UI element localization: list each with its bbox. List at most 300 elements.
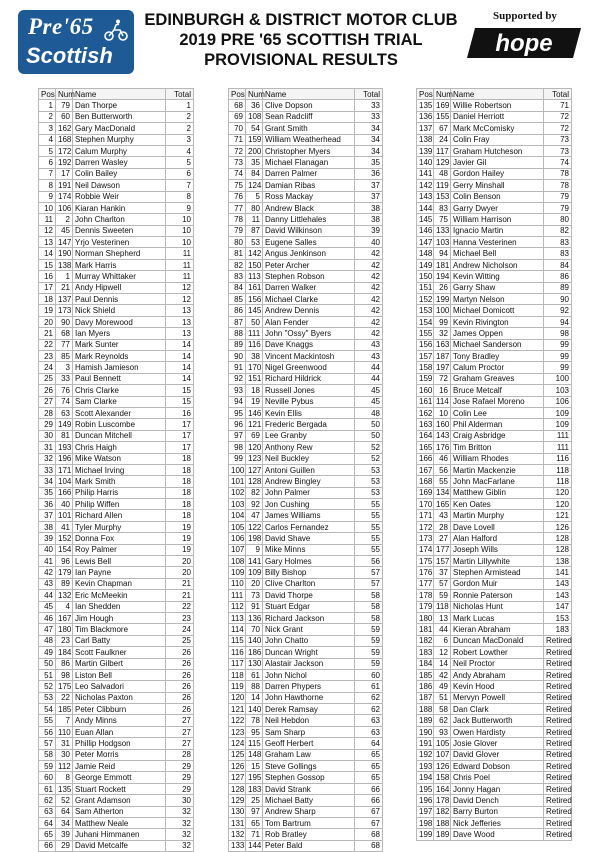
result-row	[229, 168, 383, 179]
result-row	[39, 123, 194, 134]
result-rider-name: Jim Hough	[73, 612, 166, 623]
result-row	[39, 567, 194, 578]
result-pos: 78	[229, 214, 246, 225]
result-num: 118	[434, 601, 451, 612]
result-pos: 57	[39, 738, 56, 749]
result-pos: 88	[229, 328, 246, 339]
result-total: Retired	[544, 806, 572, 817]
result-num: 85	[56, 350, 73, 361]
result-row	[417, 635, 572, 646]
result-total: 64	[355, 738, 383, 749]
result-pos: 60	[39, 772, 56, 783]
result-num: 104	[56, 476, 73, 487]
result-pos: 107	[229, 544, 246, 555]
result-num: 27	[434, 533, 451, 544]
result-row	[229, 248, 383, 259]
result-row	[417, 601, 572, 612]
header-total: Total	[544, 89, 572, 100]
result-pos: 111	[229, 590, 246, 601]
result-pos: 38	[39, 521, 56, 532]
result-total: 58	[355, 612, 383, 623]
result-num: 110	[56, 726, 73, 737]
result-pos: 176	[417, 567, 434, 578]
result-num: 163	[434, 339, 451, 350]
result-num: 97	[246, 806, 263, 817]
result-rider-name: Dan Thorpe	[73, 100, 166, 111]
result-num: 92	[246, 499, 263, 510]
result-pos: 186	[417, 681, 434, 692]
result-row	[229, 738, 383, 749]
result-total: 27	[166, 726, 194, 737]
result-total: 43	[355, 339, 383, 350]
result-rider-name: Scott Alexander	[73, 407, 166, 418]
result-num: 101	[56, 510, 73, 521]
result-rider-name: Michael Irving	[73, 464, 166, 475]
result-rider-name: Colin Bailey	[73, 168, 166, 179]
result-pos: 117	[229, 658, 246, 669]
result-row	[229, 202, 383, 213]
results-body-1	[39, 100, 194, 852]
result-rider-name: Martyn Nelson	[451, 294, 544, 305]
result-pos: 5	[39, 145, 56, 156]
result-num: 98	[56, 669, 73, 680]
result-row	[39, 305, 194, 316]
result-total: 62	[355, 692, 383, 703]
result-pos: 95	[229, 407, 246, 418]
result-row	[229, 704, 383, 715]
result-total: 26	[166, 658, 194, 669]
result-row	[39, 442, 194, 453]
result-num: 140	[246, 635, 263, 646]
result-pos: 154	[417, 316, 434, 327]
result-pos: 29	[39, 419, 56, 430]
result-rider-name: Ian Shedden	[73, 601, 166, 612]
result-rider-name: Kiaran Hankin	[73, 202, 166, 213]
result-pos: 100	[229, 464, 246, 475]
result-total: 111	[544, 442, 572, 453]
result-total: 37	[355, 191, 383, 202]
result-rider-name: Leo Salvadori	[73, 681, 166, 692]
result-rider-name: Michael Batty	[263, 795, 355, 806]
result-pos: 86	[229, 305, 246, 316]
result-total: 89	[544, 282, 572, 293]
result-total: Retired	[544, 761, 572, 772]
result-num: 164	[434, 783, 451, 794]
result-rider-name: Billy Bishop	[263, 567, 355, 578]
result-row	[39, 157, 194, 168]
result-pos: 102	[229, 487, 246, 498]
result-num: 93	[434, 726, 451, 737]
result-total: 18	[166, 499, 194, 510]
result-row	[417, 134, 572, 145]
result-num: 153	[434, 191, 451, 202]
result-num: 134	[434, 487, 451, 498]
result-total: 100	[544, 373, 572, 384]
result-pos: 146	[417, 225, 434, 236]
result-num: 7	[56, 715, 73, 726]
result-num: 135	[56, 783, 73, 794]
result-pos: 55	[39, 715, 56, 726]
result-row	[417, 761, 572, 772]
result-num: 26	[434, 282, 451, 293]
result-num: 91	[246, 601, 263, 612]
result-total: 18	[166, 510, 194, 521]
result-pos: 116	[229, 647, 246, 658]
result-pos: 58	[39, 749, 56, 760]
result-pos: 94	[229, 396, 246, 407]
result-total: 58	[355, 590, 383, 601]
result-row	[229, 453, 383, 464]
result-total: 42	[355, 282, 383, 293]
result-num: 3	[56, 362, 73, 373]
result-row	[229, 669, 383, 680]
result-num: 114	[434, 396, 451, 407]
result-pos: 99	[229, 453, 246, 464]
result-num: 36	[246, 100, 263, 111]
header-name: Name	[451, 89, 544, 100]
result-pos: 124	[229, 738, 246, 749]
result-num: 90	[56, 316, 73, 327]
result-rider-name: Kieran Abraham	[451, 624, 544, 635]
result-pos: 112	[229, 601, 246, 612]
result-pos: 66	[39, 840, 56, 851]
result-total: 55	[355, 544, 383, 555]
result-num: 199	[434, 294, 451, 305]
result-num: 115	[246, 738, 263, 749]
result-rider-name: Phil Alderman	[451, 419, 544, 430]
result-num: 63	[56, 407, 73, 418]
result-total: 62	[355, 704, 383, 715]
result-rider-name: Mike Watson	[73, 453, 166, 464]
result-num: 89	[56, 578, 73, 589]
result-pos: 51	[39, 669, 56, 680]
result-total: 44	[355, 373, 383, 384]
result-rider-name: Gordon Muir	[451, 578, 544, 589]
result-row	[229, 100, 383, 111]
result-pos: 114	[229, 624, 246, 635]
result-num: 18	[246, 385, 263, 396]
result-num: 28	[434, 521, 451, 532]
result-rider-name: Stephen Armistead	[451, 567, 544, 578]
result-num: 195	[246, 772, 263, 783]
result-pos: 74	[229, 168, 246, 179]
result-row	[417, 373, 572, 384]
result-num: 185	[56, 704, 73, 715]
result-row	[229, 123, 383, 134]
result-num: 21	[56, 282, 73, 293]
result-rider-name: Vincent Mackintosh	[263, 350, 355, 361]
result-num: 148	[246, 749, 263, 760]
result-total: 35	[355, 157, 383, 168]
result-rider-name: Dave Knaggs	[263, 339, 355, 350]
result-rider-name: Josie Glover	[451, 738, 544, 749]
result-pos: 28	[39, 407, 56, 418]
result-pos: 15	[39, 259, 56, 270]
result-rider-name: Andrew Nicholson	[451, 259, 544, 270]
result-row	[417, 556, 572, 567]
result-row	[417, 624, 572, 635]
result-num: 145	[246, 305, 263, 316]
result-rider-name: Clive Charlton	[263, 578, 355, 589]
result-num: 100	[434, 305, 451, 316]
result-total: 10	[166, 237, 194, 248]
result-rider-name: Kevin Ellis	[263, 407, 355, 418]
result-row	[39, 362, 194, 373]
header-total: Total	[166, 89, 194, 100]
result-rider-name: David Dench	[451, 795, 544, 806]
result-total: Retired	[544, 772, 572, 783]
result-row	[229, 783, 383, 794]
result-rider-name: Nick Jefferies	[451, 818, 544, 829]
result-pos: 3	[39, 123, 56, 134]
result-pos: 34	[39, 476, 56, 487]
result-pos: 54	[39, 704, 56, 715]
result-num: 73	[246, 590, 263, 601]
result-num: 123	[246, 453, 263, 464]
result-row	[229, 715, 383, 726]
result-pos: 162	[417, 407, 434, 418]
result-pos: 110	[229, 578, 246, 589]
result-total: 50	[355, 430, 383, 441]
result-rider-name: Owen Hardisty	[451, 726, 544, 737]
result-num: 143	[434, 430, 451, 441]
results-table-2	[228, 88, 383, 852]
result-num: 179	[56, 567, 73, 578]
result-num: 151	[246, 373, 263, 384]
result-row	[39, 191, 194, 202]
result-total: 53	[355, 487, 383, 498]
result-pos: 63	[39, 806, 56, 817]
result-num: 111	[246, 328, 263, 339]
result-rider-name: Eugene Salles	[263, 237, 355, 248]
result-num: 124	[246, 180, 263, 191]
result-total: 141	[544, 567, 572, 578]
result-rider-name: Clive Dopson	[263, 100, 355, 111]
result-pos: 140	[417, 157, 434, 168]
result-row	[229, 214, 383, 225]
result-row	[39, 521, 194, 532]
result-rider-name: Neil Dawson	[73, 180, 166, 191]
result-total: 66	[355, 783, 383, 794]
result-total: 79	[544, 191, 572, 202]
result-pos: 128	[229, 783, 246, 794]
result-row	[39, 111, 194, 122]
result-rider-name: Tony Bradley	[451, 350, 544, 361]
result-total: 19	[166, 544, 194, 555]
result-num: 159	[246, 134, 263, 145]
header-total: Total	[355, 89, 383, 100]
result-rider-name: Willie Robertson	[451, 100, 544, 111]
result-pos: 30	[39, 430, 56, 441]
result-num: 86	[56, 658, 73, 669]
result-rider-name: Sean Radcliff	[263, 111, 355, 122]
result-pos: 131	[229, 818, 246, 829]
result-row	[417, 669, 572, 680]
result-num: 34	[56, 818, 73, 829]
result-rider-name: Duncan Wright	[263, 647, 355, 658]
result-rider-name: Paul Dennis	[73, 294, 166, 305]
result-row	[417, 111, 572, 122]
result-row	[39, 419, 194, 430]
result-rider-name: William Weatherhead	[263, 134, 355, 145]
result-pos: 152	[417, 294, 434, 305]
result-total: 7	[166, 180, 194, 191]
result-total: 17	[166, 419, 194, 430]
result-total: Retired	[544, 818, 572, 829]
result-rider-name: Gary MacDonald	[73, 123, 166, 134]
result-num: 154	[56, 544, 73, 555]
result-total: Retired	[544, 647, 572, 658]
result-rider-name: Dave Lovell	[451, 521, 544, 532]
result-pos: 127	[229, 772, 246, 783]
result-total: 15	[166, 385, 194, 396]
result-pos: 97	[229, 430, 246, 441]
result-total: 27	[166, 715, 194, 726]
result-rider-name: Darren Palmer	[263, 168, 355, 179]
result-total: 14	[166, 362, 194, 373]
result-row	[417, 453, 572, 464]
result-num: 29	[56, 840, 73, 851]
result-pos: 148	[417, 248, 434, 259]
result-row	[417, 772, 572, 783]
result-rider-name: John MacFarlane	[451, 476, 544, 487]
result-rider-name: Yrjo Vesterinen	[73, 237, 166, 248]
result-row	[229, 157, 383, 168]
result-row	[39, 407, 194, 418]
result-row	[417, 282, 572, 293]
result-total: 42	[355, 259, 383, 270]
motorcycle-rider-icon	[104, 18, 128, 42]
result-row	[39, 282, 194, 293]
result-pos: 4	[39, 134, 56, 145]
result-rider-name: Sam Clarke	[73, 396, 166, 407]
result-total: 21	[166, 590, 194, 601]
result-total: 83	[544, 248, 572, 259]
result-pos: 45	[39, 601, 56, 612]
result-total: Retired	[544, 829, 572, 840]
results-table-1	[38, 88, 194, 852]
result-total: 34	[355, 134, 383, 145]
result-rider-name: Grant Smith	[263, 123, 355, 134]
result-num: 94	[434, 248, 451, 259]
result-num: 42	[434, 669, 451, 680]
result-num: 8	[56, 772, 73, 783]
result-pos: 137	[417, 123, 434, 134]
result-rider-name: Damian Ribas	[263, 180, 355, 191]
result-row	[39, 624, 194, 635]
result-row	[39, 453, 194, 464]
result-total: Retired	[544, 635, 572, 646]
result-pos: 189	[417, 715, 434, 726]
result-total: 67	[355, 806, 383, 817]
result-rider-name: Nicholas Paxton	[73, 692, 166, 703]
result-pos: 49	[39, 647, 56, 658]
result-total: 57	[355, 578, 383, 589]
result-pos: 11	[39, 214, 56, 225]
result-rider-name: Steve Gollings	[263, 761, 355, 772]
result-num: 156	[246, 294, 263, 305]
result-total: 55	[355, 533, 383, 544]
header-pos: Pos	[229, 89, 246, 100]
result-row	[229, 396, 383, 407]
result-pos: 175	[417, 556, 434, 567]
result-rider-name: David Thorpe	[263, 590, 355, 601]
result-pos: 108	[229, 556, 246, 567]
result-row	[417, 339, 572, 350]
result-row	[39, 316, 194, 327]
result-pos: 68	[229, 100, 246, 111]
result-num: 44	[434, 624, 451, 635]
result-row	[229, 749, 383, 760]
result-rider-name: Neil Hebdon	[263, 715, 355, 726]
result-total: 90	[544, 294, 572, 305]
result-total: 32	[166, 818, 194, 829]
result-row	[417, 430, 572, 441]
result-row	[229, 658, 383, 669]
result-rider-name: Richard Allen	[73, 510, 166, 521]
result-pos: 166	[417, 453, 434, 464]
result-num: 108	[246, 111, 263, 122]
result-rider-name: Tyler Murphy	[73, 521, 166, 532]
result-rider-name: Phillip Hodgson	[73, 738, 166, 749]
result-total: 42	[355, 305, 383, 316]
result-num: 64	[56, 806, 73, 817]
result-rider-name: Calum Murphy	[73, 145, 166, 156]
result-pos: 84	[229, 282, 246, 293]
result-rider-name: Tim Blackmore	[73, 624, 166, 635]
result-rider-name: Russell Jones	[263, 385, 355, 396]
result-num: 116	[246, 339, 263, 350]
result-row	[417, 487, 572, 498]
result-total: 29	[166, 761, 194, 772]
result-total: 153	[544, 612, 572, 623]
result-row	[229, 350, 383, 361]
result-rider-name: Kevin Chapman	[73, 578, 166, 589]
result-rider-name: Ian Myers	[73, 328, 166, 339]
result-pos: 22	[39, 339, 56, 350]
result-pos: 2	[39, 111, 56, 122]
result-num: 188	[434, 818, 451, 829]
result-pos: 168	[417, 476, 434, 487]
result-pos: 163	[417, 419, 434, 430]
result-rider-name: James Oppen	[451, 328, 544, 339]
result-total: 29	[166, 783, 194, 794]
result-row	[39, 214, 194, 225]
result-pos: 6	[39, 157, 56, 168]
result-rider-name: Kevin Rivington	[451, 316, 544, 327]
result-rider-name: Jack Butterworth	[451, 715, 544, 726]
result-pos: 156	[417, 339, 434, 350]
result-row	[39, 225, 194, 236]
result-num: 24	[434, 134, 451, 145]
result-pos: 195	[417, 783, 434, 794]
result-row	[229, 419, 383, 430]
result-total: 99	[544, 362, 572, 373]
result-row	[229, 818, 383, 829]
result-num: 176	[434, 442, 451, 453]
result-rider-name: John Nichol	[263, 669, 355, 680]
result-rider-name: Matthew Giblin	[451, 487, 544, 498]
result-row	[39, 601, 194, 612]
result-rider-name: Michael Sanderson	[451, 339, 544, 350]
result-row	[229, 191, 383, 202]
result-rider-name: Robert Lowther	[451, 647, 544, 658]
result-total: 73	[544, 145, 572, 156]
result-rider-name: Mark Smith	[73, 476, 166, 487]
result-pos: 32	[39, 453, 56, 464]
result-num: 130	[246, 658, 263, 669]
result-rider-name: Colin Fray	[451, 134, 544, 145]
